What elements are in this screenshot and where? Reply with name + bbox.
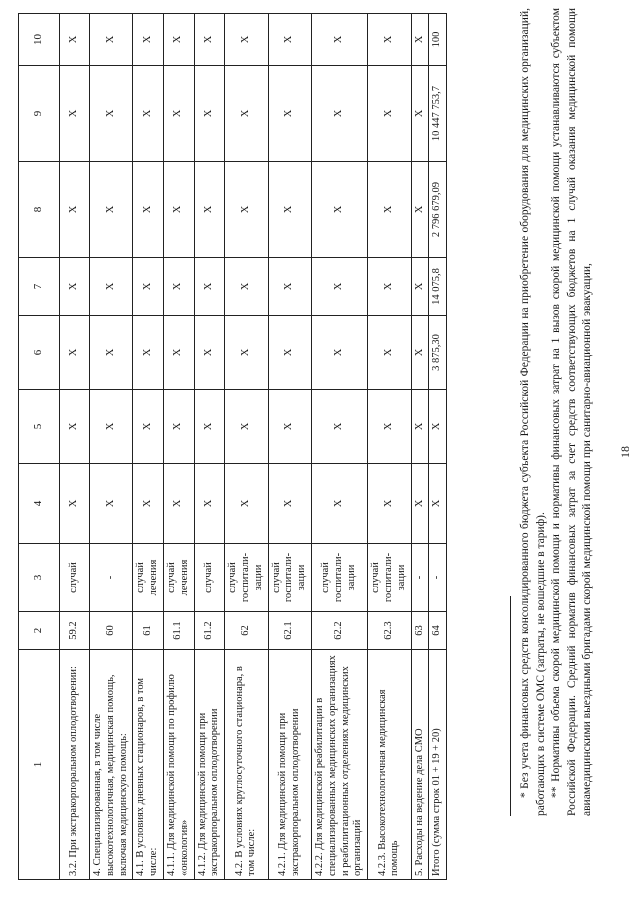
row-label-cell: 4.2.2. Для медицинской реабилитации в специализированных медицинских организациях и реабилитационных отделениях медицинских организаций xyxy=(311,650,367,880)
table-cell: X xyxy=(194,316,225,390)
table-cell: X xyxy=(60,14,90,66)
table-cell: 60 xyxy=(90,612,133,650)
table-cell: 61.1 xyxy=(163,612,194,650)
header-cell: 5 xyxy=(19,390,60,464)
table-cell: X xyxy=(90,14,133,66)
row-label-cell: 4.1. В условиях дневных стационаров, в том числе: xyxy=(133,650,164,880)
table-cell: случай лечения xyxy=(163,544,194,612)
table-cell: 62 xyxy=(225,612,268,650)
table-cell: X xyxy=(225,66,268,162)
page-number: 18 xyxy=(618,446,632,458)
table-cell: X xyxy=(90,258,133,316)
table-row xyxy=(368,14,411,880)
table-cell: 2 796 679,09 xyxy=(429,162,447,258)
table-cell: 10 447 753,7 xyxy=(429,66,447,162)
table-cell: X xyxy=(225,464,268,544)
header-cell: 6 xyxy=(19,316,60,390)
table-cell: X xyxy=(311,162,367,258)
footnotes xyxy=(518,8,596,816)
table-cell: X xyxy=(268,66,311,162)
table-cell: X xyxy=(411,258,429,316)
table-cell: X xyxy=(60,316,90,390)
table-cell: случай xyxy=(194,544,225,612)
table-cell: X xyxy=(90,162,133,258)
footnote-1: * Без учета финансовых средств консолидированного бюджета субъекта Российской Федерации на приобретение оборудования для медицинских организаций, работающих в системе ОМС (затраты, не вошедшие в тариф). xyxy=(519,8,547,816)
table-cell: X xyxy=(90,316,133,390)
table-row xyxy=(225,14,268,880)
table-cell: - xyxy=(429,544,447,612)
table-cell: X xyxy=(194,66,225,162)
header-cell: 1 xyxy=(19,650,60,880)
row-label-cell: 4.2.1. Для медицинской помощи при экстракорпоральном оплодотворении xyxy=(268,650,311,880)
table-cell: X xyxy=(268,258,311,316)
table-cell: X xyxy=(368,390,411,464)
table-cell: X xyxy=(133,316,164,390)
table-cell: X xyxy=(60,464,90,544)
table-cell: X xyxy=(163,162,194,258)
table-cell: X xyxy=(90,464,133,544)
header-row xyxy=(19,14,60,880)
table-cell: X xyxy=(311,316,367,390)
table-cell: X xyxy=(194,14,225,66)
table-cell: X xyxy=(225,258,268,316)
table-cell: X xyxy=(194,464,225,544)
row-label-cell: 5. Расходы на ведение дела СМО xyxy=(411,650,429,880)
row-label-cell: Итого (сумма строк 01 + 19 + 20) xyxy=(429,650,447,880)
table-row xyxy=(429,14,447,880)
table-cell: X xyxy=(163,258,194,316)
header-cell: 7 xyxy=(19,258,60,316)
table-cell: X xyxy=(163,66,194,162)
table-cell: 63 xyxy=(411,612,429,650)
table-cell: X xyxy=(60,162,90,258)
row-label-cell: 4.2.3. Высокотехнологичная медицинская помощь xyxy=(368,650,411,880)
table-cell: случай госпитали-зации xyxy=(268,544,311,612)
footnote-divider xyxy=(510,596,511,816)
footnote-2: ** Нормативы объема скорой медицинской помощи и нормативы финансовых затрат на 1 вызов скорой медицинской помощи устанавливаются субъектом Российской Федерации. Средний норматив финансовых затрат за счет средств соответствующих бюджетов на 1 случай оказания медицинской помощи авиамедицинскими выездными бригадами скорой медицинской помощи при санитарно-авиационной эвакуации, xyxy=(550,8,593,816)
table-cell: X xyxy=(268,390,311,464)
table-row xyxy=(411,14,429,880)
table-cell: X xyxy=(60,66,90,162)
table-cell: X xyxy=(163,316,194,390)
header-cell: 9 xyxy=(19,66,60,162)
table-cell: X xyxy=(268,162,311,258)
table-cell: X xyxy=(311,464,367,544)
header-cell: 10 xyxy=(19,14,60,66)
table-cell: X xyxy=(368,316,411,390)
table-cell: X xyxy=(133,14,164,66)
table-cell: X xyxy=(368,162,411,258)
table-cell: X xyxy=(268,464,311,544)
table-cell: 62.2 xyxy=(311,612,367,650)
table-cell: X xyxy=(163,464,194,544)
table-cell: X xyxy=(225,162,268,258)
table-cell: X xyxy=(429,390,447,464)
table-cell: X xyxy=(60,390,90,464)
table-row xyxy=(194,14,225,880)
table-cell: X xyxy=(90,390,133,464)
table-cell: X xyxy=(411,14,429,66)
table-cell: 64 xyxy=(429,612,447,650)
table-cell: X xyxy=(225,316,268,390)
table-cell: X xyxy=(411,390,429,464)
table-cell: X xyxy=(225,14,268,66)
table-cell: X xyxy=(311,66,367,162)
table-cell: - xyxy=(90,544,133,612)
row-label-cell: 3.2. При экстракорпоральном оплодотворении: xyxy=(60,650,90,880)
table-row xyxy=(311,14,367,880)
table-cell: - xyxy=(411,544,429,612)
table-row xyxy=(60,14,90,880)
table-cell: 61 xyxy=(133,612,164,650)
table-cell: X xyxy=(90,66,133,162)
table-cell: X xyxy=(368,14,411,66)
table-cell: X xyxy=(268,316,311,390)
row-label-cell: 4.2. В условиях круглосуточного стационара, в том числе: xyxy=(225,650,268,880)
header-cell: 8 xyxy=(19,162,60,258)
header-cell: 4 xyxy=(19,464,60,544)
table-cell: X xyxy=(311,390,367,464)
table-cell: X xyxy=(133,258,164,316)
table-cell: X xyxy=(411,316,429,390)
table-cell: X xyxy=(368,66,411,162)
table-cell: случай xyxy=(60,544,90,612)
row-label-cell: 4.1.2. Для медицинской помощи при экстракорпоральном оплодотворении xyxy=(194,650,225,880)
table-cell: 59.2 xyxy=(60,612,90,650)
table-cell: X xyxy=(133,162,164,258)
table-cell: X xyxy=(194,162,225,258)
table-cell: случай госпитали-зации xyxy=(225,544,268,612)
table-cell: 62.1 xyxy=(268,612,311,650)
table-cell: X xyxy=(411,464,429,544)
table-cell: 14 075,8 xyxy=(429,258,447,316)
table-cell: X xyxy=(368,464,411,544)
table-cell: X xyxy=(163,14,194,66)
table-cell: случай лечения xyxy=(133,544,164,612)
table-cell: X xyxy=(133,390,164,464)
table-row xyxy=(90,14,133,880)
table-cell: X xyxy=(429,464,447,544)
table-cell: X xyxy=(60,258,90,316)
table-cell: случай госпитали-зации xyxy=(311,544,367,612)
table-cell: X xyxy=(311,258,367,316)
header-cell: 2 xyxy=(19,612,60,650)
table-cell: X xyxy=(225,390,268,464)
table-cell: 62.3 xyxy=(368,612,411,650)
table-cell: X xyxy=(411,66,429,162)
data-table xyxy=(18,13,447,880)
table-row xyxy=(163,14,194,880)
row-label-cell: 4.1.1. Для медицинской помощи по профилю «онкология» xyxy=(163,650,194,880)
table-cell: X xyxy=(133,66,164,162)
header-cell: 3 xyxy=(19,544,60,612)
table-cell: X xyxy=(368,258,411,316)
table-cell: 3 875,30 xyxy=(429,316,447,390)
table-cell: X xyxy=(311,14,367,66)
table-cell: 61.2 xyxy=(194,612,225,650)
table-cell: случай госпитали-зации xyxy=(368,544,411,612)
table-row xyxy=(133,14,164,880)
table-cell: X xyxy=(194,390,225,464)
table-row xyxy=(268,14,311,880)
table-cell: X xyxy=(194,258,225,316)
table-cell: X xyxy=(411,162,429,258)
table-cell: 100 xyxy=(429,14,447,66)
row-label-cell: 4. Специализированная, в том числе высокотехнологичная, медицинская помощь, включая медицинскую помощь: xyxy=(90,650,133,880)
table-cell: X xyxy=(163,390,194,464)
table-cell: X xyxy=(133,464,164,544)
table-cell: X xyxy=(268,14,311,66)
